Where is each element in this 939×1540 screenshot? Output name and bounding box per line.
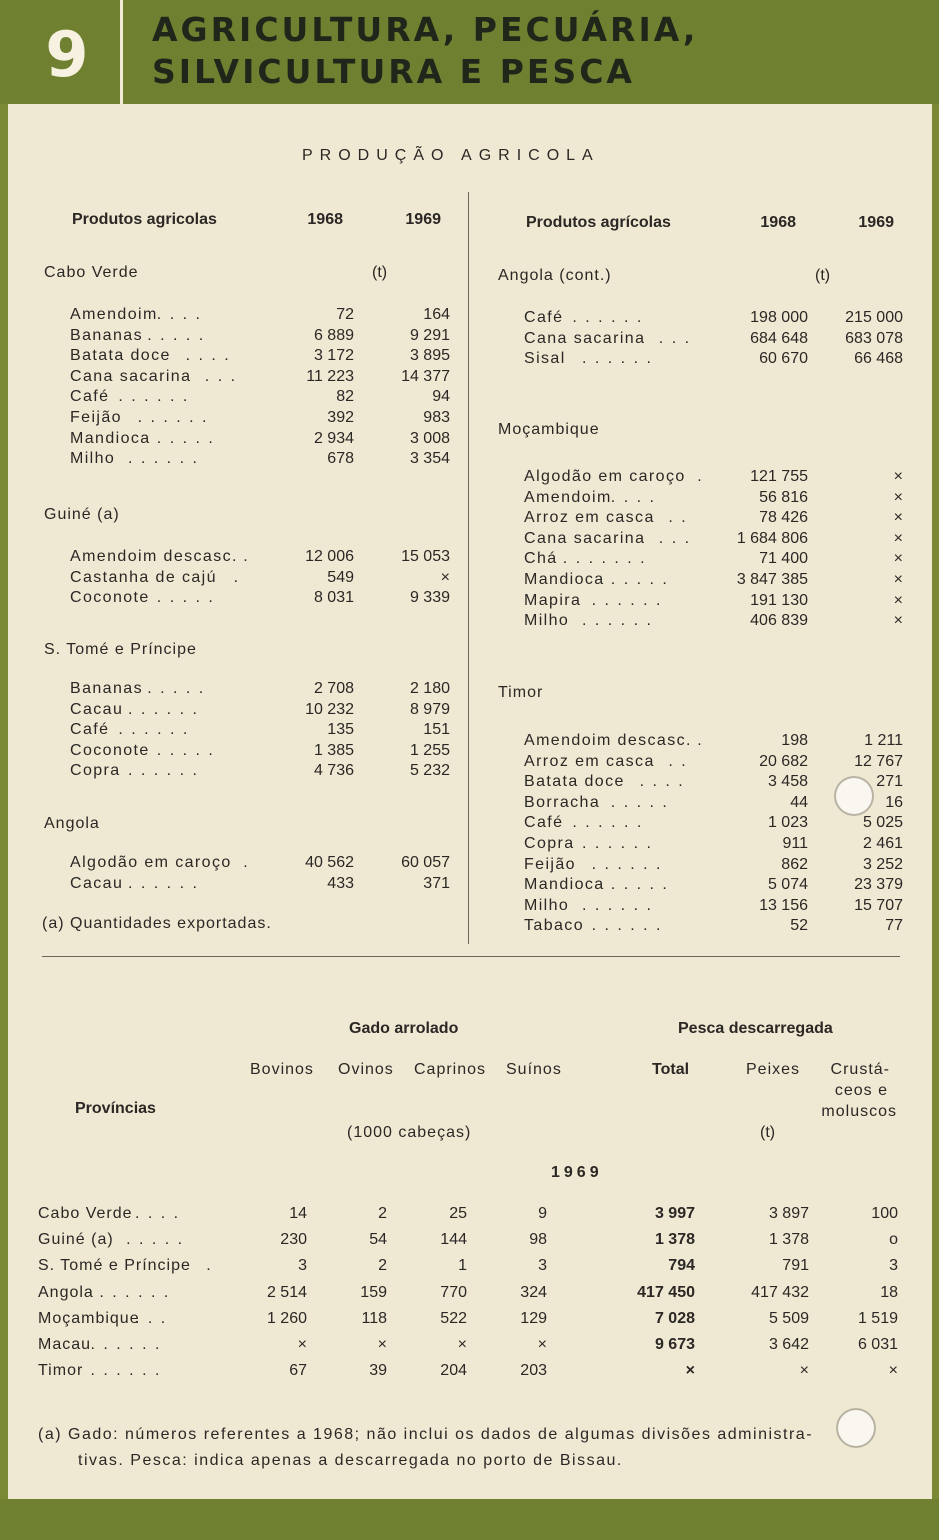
row-label: Amendoim descasc. (70, 548, 238, 565)
value-1969: × (893, 468, 903, 485)
value-1968: 40 562 (305, 854, 354, 871)
value-1968: 72 (336, 306, 354, 323)
row-label: Algodão em caroço (70, 854, 232, 871)
value-cell: 67 (289, 1362, 307, 1379)
value-1968: 82 (336, 388, 354, 405)
row-label: Feijão (70, 409, 122, 426)
row-label: Cacau (70, 875, 124, 892)
header-divider (120, 0, 123, 104)
value-1969: × (893, 509, 903, 526)
row-dots: . . . . (156, 306, 202, 323)
value-1969: 15 707 (854, 897, 903, 914)
row-dots: . . . . . . (128, 701, 199, 718)
row-dots: . (697, 468, 704, 485)
value-1969: 77 (885, 917, 903, 934)
value-1969: 3 252 (862, 856, 903, 873)
value-1969: 683 078 (845, 330, 903, 347)
row-label: Guiné (a) (38, 1231, 114, 1248)
row-dots: . (233, 569, 241, 586)
value-cell: 2 514 (266, 1284, 307, 1301)
row-label: Milho (524, 612, 570, 629)
row-label: Cana sacarina (524, 330, 646, 347)
row-label: Café (524, 814, 564, 831)
value-1968: 121 755 (750, 468, 808, 485)
row-label: Tabaco (524, 917, 584, 934)
value-cell: 144 (440, 1231, 467, 1248)
value-1969: 5 232 (409, 762, 450, 779)
value-cell: 159 (360, 1284, 387, 1301)
value-total: 9 673 (654, 1336, 695, 1353)
chapter-title-line1: AGRICULTURA, PECUÁRIA, (152, 10, 699, 49)
value-cell: 1 (458, 1257, 467, 1274)
group-name: Timor (498, 684, 544, 701)
value-cell: 204 (440, 1362, 467, 1379)
chapter-number: 9 (45, 18, 89, 91)
value-1969: 15 053 (401, 548, 450, 565)
value-1968: 6 889 (313, 327, 354, 344)
value-total: 3 997 (654, 1205, 695, 1222)
row-dots: . . . (204, 368, 238, 385)
value-1968: 11 223 (306, 368, 354, 385)
chapter-header (0, 0, 939, 104)
row-label: Batata doce (70, 347, 171, 364)
row-label: Bananas (70, 680, 143, 697)
row-label: S. Tomé e Príncipe (38, 1257, 191, 1274)
value-1969: × (893, 489, 903, 506)
value-1969: 2 461 (862, 835, 903, 852)
row-label: Copra (70, 762, 121, 779)
value-cell: 3 (298, 1257, 307, 1274)
row-dots: . (697, 732, 704, 749)
row-label: Amendoim (70, 306, 158, 323)
row-dots: . . . . . . (99, 1284, 171, 1301)
row-label: Angola (38, 1284, 94, 1301)
value-1968: 198 (781, 732, 808, 749)
value-1969: 983 (423, 409, 450, 426)
row-dots: . . . . . . (128, 762, 199, 779)
row-dots: . . . . . . (591, 592, 663, 609)
row-dots: . (206, 1257, 213, 1274)
value-1968: 12 006 (305, 548, 354, 565)
value-1968: 2 934 (313, 430, 354, 447)
value-cell: 9 (538, 1205, 547, 1222)
row-label: Mandioca (524, 571, 605, 588)
value-1969: × (893, 530, 903, 547)
punch-hole-2 (836, 1408, 876, 1448)
value-cell: 1 378 (768, 1231, 809, 1248)
col-header-ovinos: Ovinos (338, 1061, 394, 1078)
row-dots: . . . . . . (582, 350, 653, 367)
row-dots: . . . . . . (137, 409, 209, 426)
footer-band (0, 1499, 939, 1540)
value-cell: 324 (520, 1284, 547, 1301)
value-1969: 215 000 (845, 309, 903, 326)
group-name: S. Tomé e Príncipe (44, 641, 197, 658)
row-label: Coconote (70, 589, 150, 606)
value-total: 794 (668, 1257, 695, 1274)
value-1969: 60 057 (401, 854, 450, 871)
row-label: Milho (70, 450, 116, 467)
value-1968: 52 (790, 917, 808, 934)
row-label: Chá (524, 550, 558, 567)
col-header-peixes: Peixes (746, 1061, 801, 1078)
value-1969: 66 468 (854, 350, 903, 367)
value-1969: 3 895 (409, 347, 450, 364)
row-dots: . . . . . (156, 589, 215, 606)
group-name: Guiné (a) (44, 506, 120, 523)
unit-label: (1000 cabeças) (347, 1124, 472, 1141)
value-cell: 2 (378, 1205, 387, 1222)
row-dots: . . . . . . (128, 875, 199, 892)
value-cell: 1 260 (266, 1310, 307, 1327)
chapter-title-line2: SILVICULTURA E PESCA (152, 52, 635, 91)
col-header-1968: 1968 (307, 211, 343, 228)
row-dots: . . . . . (126, 1231, 185, 1248)
value-1968: 191 130 (750, 592, 808, 609)
row-dots: . . . . . . (582, 612, 653, 629)
row-dots: . . . . . (610, 876, 669, 893)
value-1968: 3 458 (767, 773, 808, 790)
value-1968: 20 682 (759, 753, 808, 770)
punch-hole-1 (834, 776, 874, 816)
value-cell: 39 (369, 1362, 387, 1379)
value-cell: 3 (889, 1257, 898, 1274)
value-1969: 23 379 (854, 876, 903, 893)
value-total: 417 450 (637, 1284, 695, 1301)
value-cell: 25 (449, 1205, 467, 1222)
row-dots: . . (668, 509, 688, 526)
value-1969: 9 339 (409, 589, 450, 606)
row-label: Mandioca (524, 876, 605, 893)
value-cell: × (799, 1362, 809, 1379)
col-header-provincias: Províncias (75, 1100, 156, 1117)
value-cell: 3 (538, 1257, 547, 1274)
group-name: Angola (cont.) (498, 267, 612, 284)
value-1968: 5 074 (767, 876, 808, 893)
row-dots: . (243, 854, 250, 871)
value-1968: 71 400 (759, 550, 808, 567)
row-dots: . . . . . . (591, 917, 663, 934)
row-label: Timor (38, 1362, 84, 1379)
value-1968: 13 156 (759, 897, 808, 914)
row-label: Milho (524, 897, 570, 914)
value-cell: 118 (361, 1310, 387, 1327)
row-label: Café (524, 309, 564, 326)
row-label: Café (70, 721, 110, 738)
value-1968: 392 (327, 409, 354, 426)
unit-label: (t) (815, 267, 831, 284)
row-dots: . . . . (135, 1205, 181, 1222)
value-1968: 3 847 385 (736, 571, 808, 588)
row-dots: . . . . . (156, 742, 215, 759)
value-1969: 1 211 (864, 732, 903, 749)
value-cell: 2 (378, 1257, 387, 1274)
row-dots: . . . . . . (90, 1336, 162, 1353)
col-header-bovinos: Bovinos (250, 1061, 314, 1078)
value-1969: 94 (432, 388, 450, 405)
value-1968: 911 (782, 835, 808, 852)
footnote: (a) Gado: números referentes a 1968; não inclui os dados de algumas divisões administra- (38, 1426, 814, 1443)
row-label: Batata doce (524, 773, 625, 790)
row-label: Bananas (70, 327, 143, 344)
value-1968: 198 000 (750, 309, 808, 326)
row-label: Castanha de cajú (70, 569, 217, 586)
row-label: Sisal (524, 350, 566, 367)
row-dots: . . . . . . (582, 835, 653, 852)
value-1968: 433 (327, 875, 354, 892)
value-1969: 14 377 (401, 368, 450, 385)
value-cell: 5 509 (768, 1310, 809, 1327)
value-1969: 2 180 (409, 680, 450, 697)
section-title: PRODUÇÃO AGRICOLA (302, 147, 600, 164)
value-cell: × (888, 1362, 898, 1379)
value-1969: 8 979 (409, 701, 450, 718)
value-cell: 18 (880, 1284, 898, 1301)
col-header-1968: 1968 (760, 214, 796, 231)
value-1969: 1 255 (409, 742, 450, 759)
value-1968: 1 684 806 (736, 530, 808, 547)
value-total: × (685, 1362, 695, 1379)
row-dots: . . . . . . (90, 1362, 162, 1379)
value-1968: 60 670 (759, 350, 808, 367)
value-cell: 3 897 (768, 1205, 809, 1222)
footnote: (a) Quantidades exportadas. (42, 915, 272, 932)
value-cell: 3 642 (768, 1336, 809, 1353)
row-label: Arroz em casca (524, 509, 655, 526)
col-header-caprinos: Caprinos (414, 1061, 487, 1078)
value-1969: × (893, 571, 903, 588)
value-cell: 54 (369, 1231, 387, 1248)
col-header-crustaceos: moluscos (821, 1103, 897, 1120)
row-dots: . . . . (610, 489, 656, 506)
value-total: 7 028 (654, 1310, 695, 1327)
row-label: Feijão (524, 856, 576, 873)
row-dots: . . . . . . (128, 450, 199, 467)
value-1968: 1 385 (313, 742, 354, 759)
value-1968: 10 232 (305, 701, 354, 718)
value-1969: 151 (423, 721, 450, 738)
row-label: Cacau (70, 701, 124, 718)
value-1969: × (440, 569, 450, 586)
value-cell: 230 (280, 1231, 307, 1248)
row-dots: . (243, 548, 250, 565)
row-dots: . . . . . (156, 430, 215, 447)
col-header-1969: 1969 (858, 214, 894, 231)
row-dots: . . . . (185, 347, 231, 364)
value-1968: 78 426 (759, 509, 808, 526)
value-cell: × (537, 1336, 547, 1353)
value-cell: 770 (440, 1284, 467, 1301)
year-label: 1969 (551, 1164, 603, 1181)
row-dots: . . . . . (610, 571, 669, 588)
value-1969: 12 767 (854, 753, 903, 770)
value-cell: × (297, 1336, 307, 1353)
value-1969: 164 (423, 306, 450, 323)
row-label: Mandioca (70, 430, 151, 447)
row-label: Macau (38, 1336, 92, 1353)
row-label: Amendoim (524, 489, 612, 506)
row-dots: . . (668, 753, 688, 770)
col-header-product: Produtos agricolas (72, 211, 217, 228)
row-dots: . . . (658, 330, 692, 347)
col-header-1969: 1969 (405, 211, 441, 228)
value-cell: 100 (871, 1205, 898, 1222)
row-dots: . . . . . (147, 680, 206, 697)
row-label: Arroz em casca (524, 753, 655, 770)
value-cell: 98 (529, 1231, 547, 1248)
col-header-product: Produtos agrícolas (526, 214, 671, 231)
value-1968: 135 (327, 721, 354, 738)
footnote: tivas. Pesca: indica apenas a descarregada no porto de Bissau. (78, 1452, 623, 1469)
value-total: 1 378 (654, 1231, 695, 1248)
value-cell: 1 519 (857, 1310, 898, 1327)
value-1968: 406 839 (750, 612, 808, 629)
value-1969: × (893, 612, 903, 629)
value-cell: 14 (289, 1205, 307, 1222)
value-1969: 3 354 (409, 450, 450, 467)
value-cell: 417 432 (751, 1284, 809, 1301)
value-1968: 862 (781, 856, 808, 873)
value-1969: 3 008 (409, 430, 450, 447)
value-cell: 129 (520, 1310, 547, 1327)
value-1968: 1 023 (767, 814, 808, 831)
column-divider (468, 192, 469, 944)
col-header-crustaceos: Crustá- (830, 1061, 890, 1078)
row-dots: . . . . (639, 773, 685, 790)
pesca-title: Pesca descarregada (678, 1020, 833, 1037)
row-label: Coconote (70, 742, 150, 759)
value-cell: 203 (520, 1362, 547, 1379)
row-dots: . . . (658, 530, 692, 547)
row-label: Cana sacarina (70, 368, 192, 385)
unit-label: (t) (760, 1124, 776, 1141)
gado-title: Gado arrolado (349, 1020, 459, 1037)
row-label: Borracha (524, 794, 601, 811)
value-1969: 371 (423, 875, 450, 892)
section-divider (42, 956, 900, 957)
value-1969: 16 (885, 794, 903, 811)
value-1969: 9 291 (409, 327, 450, 344)
row-dots: . . . . . . (572, 309, 644, 326)
value-1968: 44 (790, 794, 808, 811)
value-cell: o (889, 1231, 898, 1248)
value-1968: 56 816 (759, 489, 808, 506)
row-label: Moçambique (38, 1310, 140, 1327)
value-1968: 684 648 (750, 330, 808, 347)
value-1968: 8 031 (313, 589, 354, 606)
value-1968: 549 (327, 569, 354, 586)
unit-label: (t) (372, 264, 388, 281)
group-name: Moçambique (498, 421, 600, 438)
row-dots: . . . . . . . (562, 550, 647, 567)
row-label: Algodão em caroço (524, 468, 686, 485)
value-1968: 3 172 (313, 347, 354, 364)
row-dots: . . . . . . (572, 814, 644, 831)
row-label: Cana sacarina (524, 530, 646, 547)
value-cell: × (457, 1336, 467, 1353)
group-name: Angola (44, 815, 100, 832)
row-dots: . . . . . . (591, 856, 663, 873)
row-dots: . . . (135, 1310, 168, 1327)
value-1969: × (893, 592, 903, 609)
row-label: Café (70, 388, 110, 405)
value-1969: 5 025 (862, 814, 903, 831)
value-1968: 4 736 (313, 762, 354, 779)
value-1968: 2 708 (313, 680, 354, 697)
value-1968: 678 (327, 450, 354, 467)
row-dots: . . . . . (147, 327, 206, 344)
row-label: Copra (524, 835, 575, 852)
col-header-crustaceos: ceos e (834, 1082, 888, 1099)
col-header-total: Total (652, 1061, 690, 1078)
col-header-suinos: Suínos (506, 1061, 562, 1078)
value-cell: 6 031 (857, 1336, 898, 1353)
row-dots: . . . . . . (118, 721, 190, 738)
row-label: Amendoim descasc. (524, 732, 692, 749)
row-label: Mapira (524, 592, 582, 609)
value-cell: × (377, 1336, 387, 1353)
row-label: Cabo Verde (38, 1205, 133, 1222)
value-cell: 522 (440, 1310, 467, 1327)
row-dots: . . . . . . (582, 897, 653, 914)
value-cell: 791 (782, 1257, 809, 1274)
row-dots: . . . . . . (118, 388, 190, 405)
row-dots: . . . . . (610, 794, 669, 811)
value-1969: 271 (876, 773, 903, 790)
value-1969: × (893, 550, 903, 567)
group-name: Cabo Verde (44, 264, 139, 281)
